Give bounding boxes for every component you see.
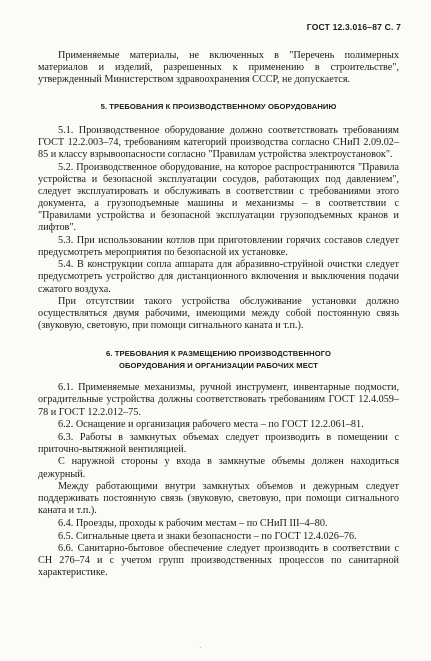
paragraph-5-4-note: При отсутствии такого устройства обслуживание установки должно осуществляться двумя рабочими, имеющими между собой постоянную связь (звуковую, световую, при помощи сигнального каната и т.п.).: [38, 296, 399, 332]
paragraph-6-3: 6.3. Работы в замкнутых объемах следует производить в помещении с приточно-вытяжной вентиляцией.: [38, 431, 399, 455]
paragraph-6-2: 6.2. Оснащение и организация рабочего места – по ГОСТ 12.2.061–81.: [58, 419, 364, 431]
running-header: ГОСТ 12.3.016–87 С. 7: [306, 22, 401, 32]
paragraph-6-5: 6.5. Сигнальные цвета и знаки безопасности – по ГОСТ 12.4.026–76.: [58, 530, 357, 542]
section-5-title: 5. ТРЕБОВАНИЯ К ПРОИЗВОДСТВЕННОМУ ОБОРУДОВАНИЮ: [100, 102, 337, 112]
page-body: [38, 50, 399, 579]
section-6-title-line-2: ОБОРУДОВАНИЯ И ОРГАНИЗАЦИИ РАБОЧИХ МЕСТ: [118, 360, 319, 370]
paragraph-5-1: 5.1. Производственное оборудование должно соответствовать требованиям ГОСТ 12.2.003–74, требованиям категорий производства согласно СНиП 2.09.02–85 и классу взрывоопасности согласно "Правилам устройства электроустановок".: [38, 124, 399, 160]
paragraph-6-4: 6.4. Проезды, проходы к рабочим местам – по СНиП III–4–80.: [58, 517, 328, 529]
paragraph-5-4: 5.4. В конструкции сопла аппарата для абразивно-струйной очистки следует предусмотреть устройство для дистанционного включения и выключения подачи сжатого воздуха.: [38, 259, 399, 295]
paragraph-5-2: 5.2. Производственное оборудование, на которое распространяются "Правила устройства и безопасной эксплуатации сосудов, работающих под давлением", следует эксплуатировать и обслуживать в соответствии с требованиями этого документа, а грузоподъемные машины и механизмы – в соответствии с "Правилами устройства и безопасной эксплуатации грузоподъемных кранов и лифтов".: [38, 161, 399, 234]
paragraph-6-6: 6.6. Санитарно-бытовое обеспечение следует производить в соответствии с СН 276–74 и с учетом групп производственных процессов по санитарной характеристике.: [38, 543, 399, 579]
paragraph-6-3-note-1: С наружной стороны у входа в замкнутые объемы должен находиться дежурный.: [38, 456, 399, 480]
paragraph-5-3: 5.3. При использовании котлов при приготовлении горячих составов следует предусмотреть мероприятия по безопасной их установке.: [38, 234, 399, 258]
paragraph-6-1: 6.1. Применяемые механизмы, ручной инструмент, инвентарные подмости, оградительные устройства должны соответствовать требованиям ГОСТ 12.4.059–78 и ГОСТ 12.2.012–75.: [38, 382, 399, 418]
scan-speck: ·: [199, 644, 202, 652]
intro-paragraph: Применяемые материалы, не включенных в "Перечень полимерных материалов и изделий, разрешенных к применению в строительстве", утвержденный Министерством здравоохранения СССР, не допускается.: [38, 50, 399, 86]
section-6-title-line-1: 6. ТРЕБОВАНИЯ К РАЗМЕЩЕНИЮ ПРОИЗВОДСТВЕННОГО: [105, 349, 332, 359]
section-6-title: [38, 348, 399, 371]
paragraph-6-3-note-2: Между работающими внутри замкнутых объемов и дежурным следует поддерживать постоянную связь (звуковую, световую, при помощи сигнального каната и т.п.).: [38, 481, 399, 517]
